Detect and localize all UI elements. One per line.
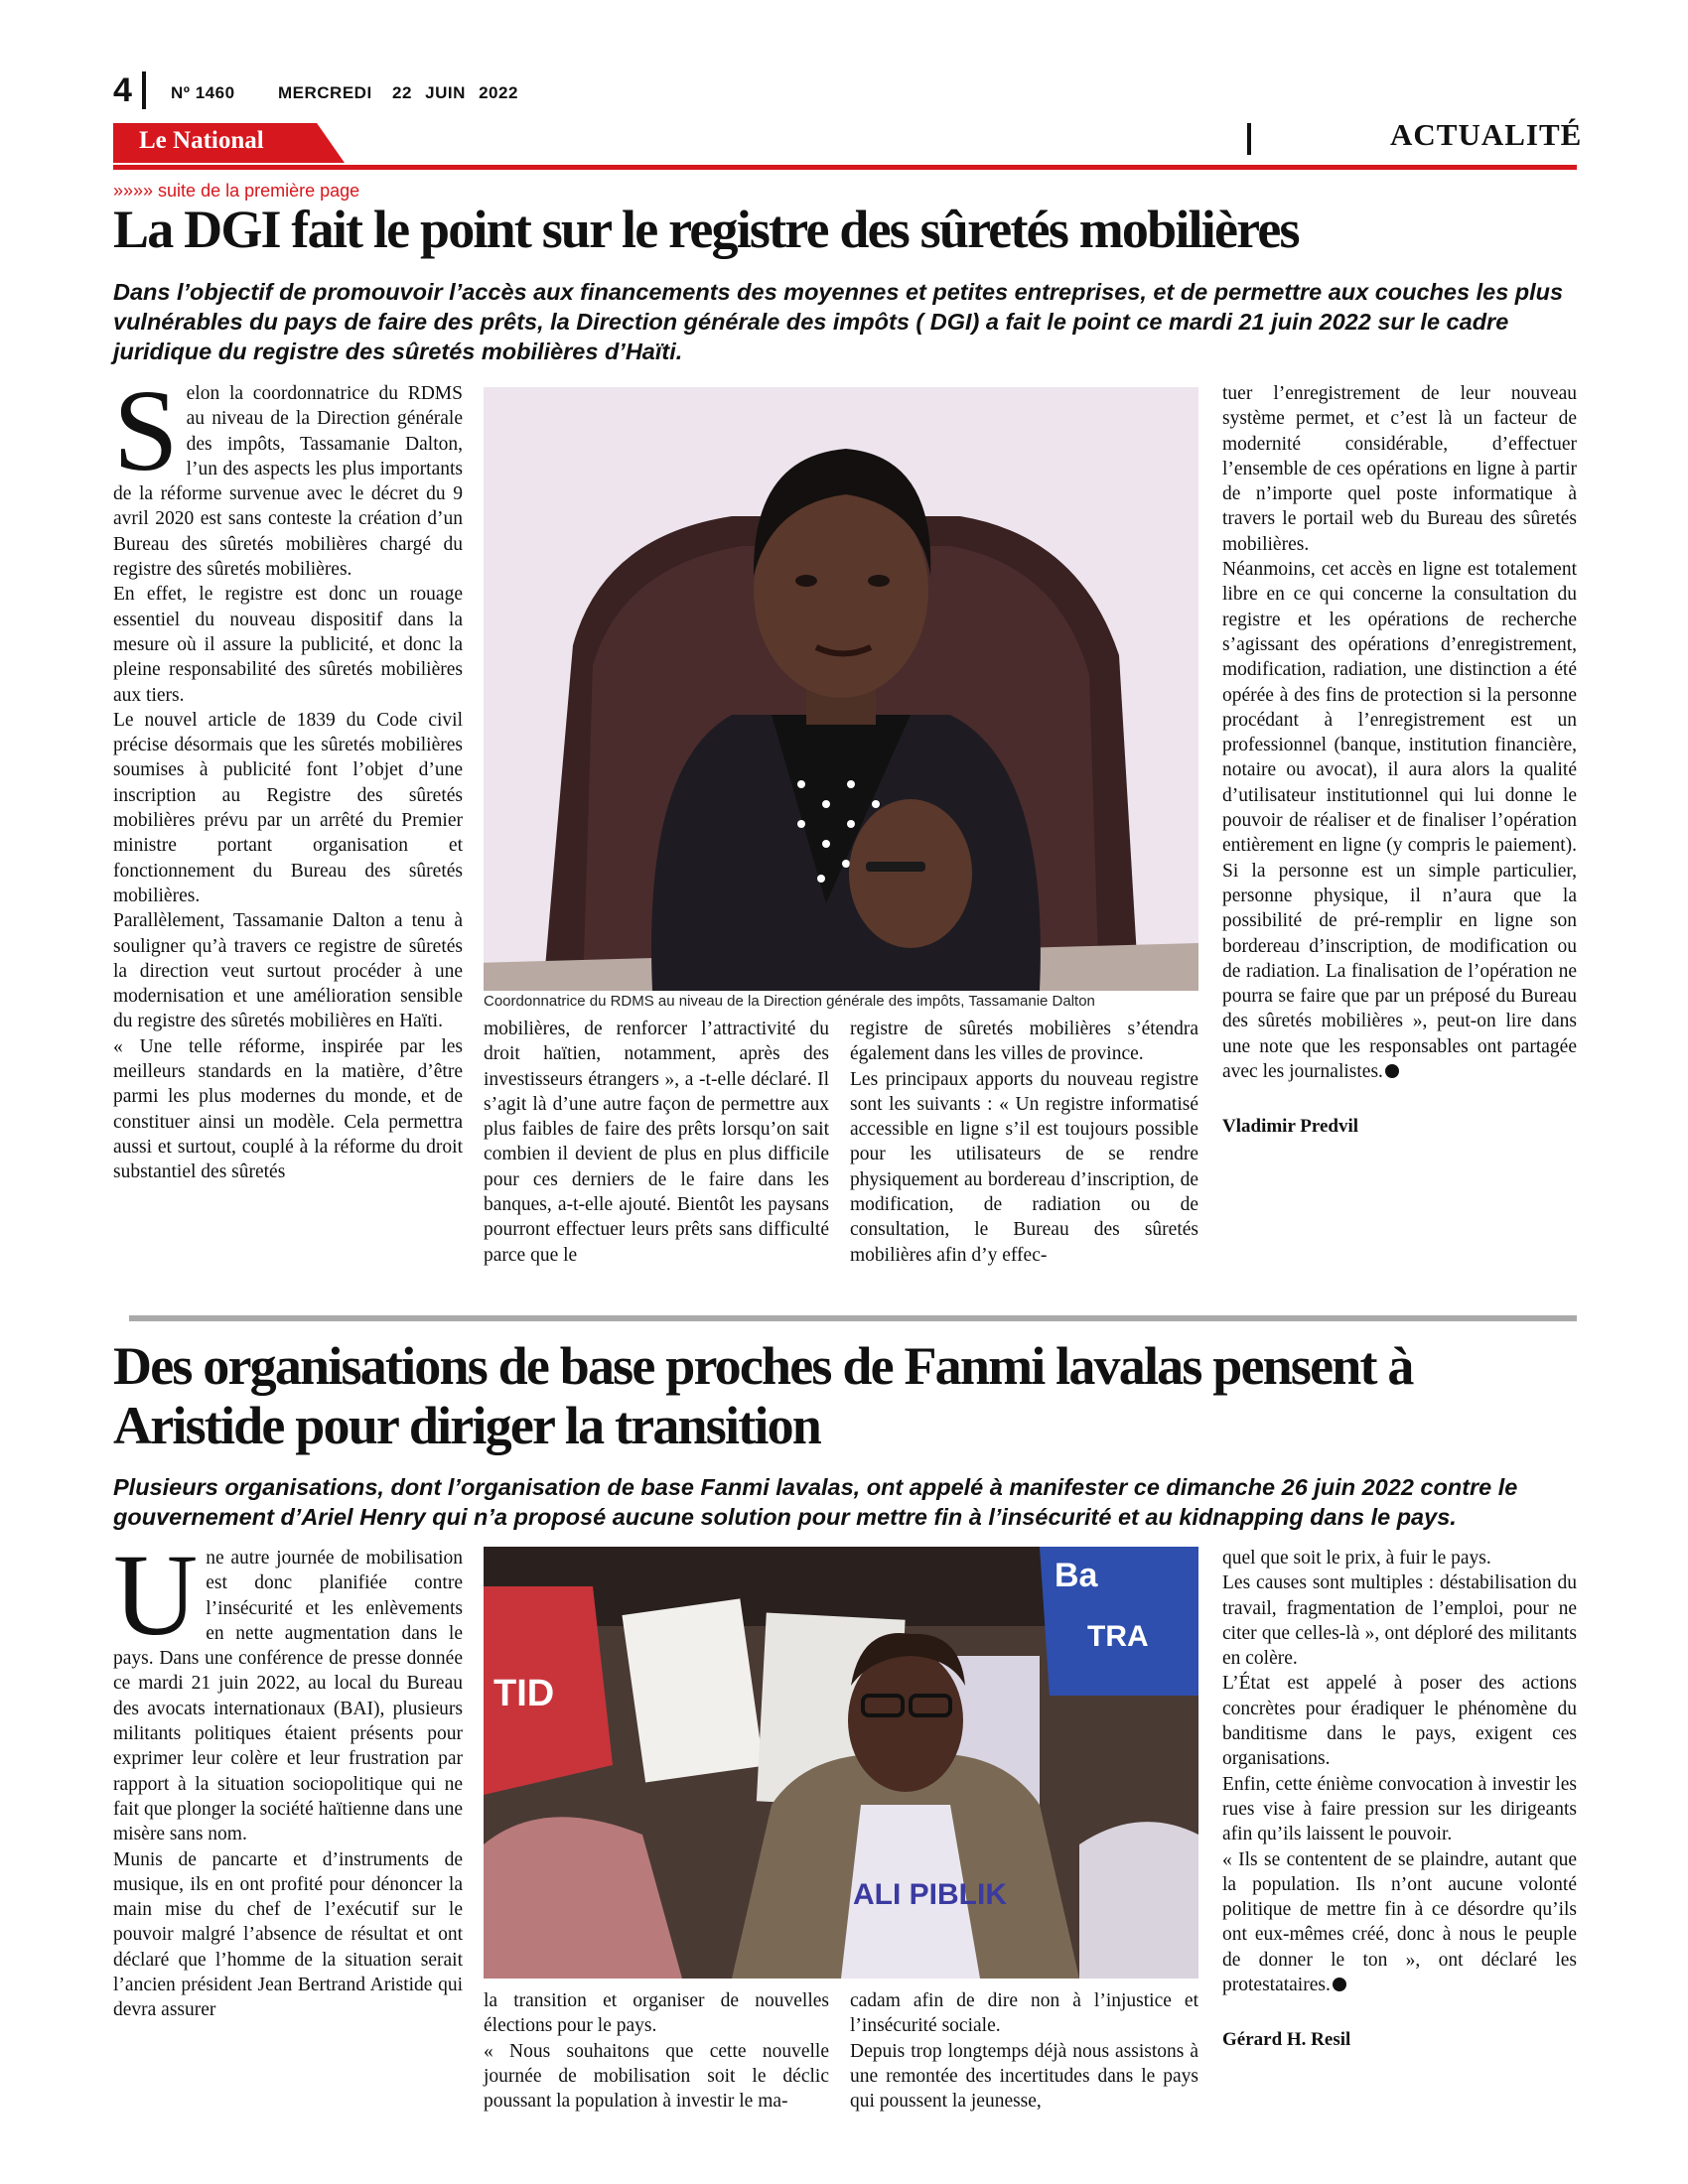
article1-headline: La DGI fait le point sur le registre des sûretés mobilières — [113, 200, 1299, 259]
person-right — [1079, 1822, 1198, 1979]
dropcap: S — [113, 365, 179, 495]
article1-column-2 — [484, 1017, 829, 1268]
article1-column-3 — [850, 1017, 1198, 1268]
article2-headline: Des organisations de base proches de Fanmi lavalas pensent à Aristide pour diriger la transition — [113, 1336, 1413, 1455]
article2-column-2 — [484, 1988, 829, 2114]
end-mark-icon — [1385, 1064, 1399, 1078]
photo-tassamanie-dalton — [484, 387, 1198, 991]
page-number: 4 — [113, 71, 132, 109]
banner-text: Ba — [1055, 1557, 1098, 1594]
paragraph: Néanmoins, cet accès en ligne est totalement libre en ce qui concerne la consultation du registre et les opérations de recherche s’agissant des opérations d’enregistrement, modification, radiation, une distinction a été opérée à des fins de protection si la personne procédant à l’enregistrement est un professionnel (banque, institution financière, notaire ou avocat), il aura alors la qualité d’utilisateur institutionnel qui lui donne le pouvoir de réaliser et de finaliser l’opération entièrement en ligne (y compris le paiement). Si la personne est un simple particulier, personne physique, il n’aura que la possibilité de pré-remplir en ligne son bordereau d’inscription, de modification ou de radiation. La finalisation de l’opération ne pourra se faire que par un préposé du Bureau des sûretés mobilières », peut-on lire dans une note que les responsables ont partagée avec les journalistes. — [1222, 559, 1577, 1083]
paragraph: tuer l’enregistrement de leur nouveau système permet, et c’est là un facteur de modernité considérable, d’effectuer l’ensemble de ces opérations en ligne à partir de n’importe quel poste informatique à travers le portail web du Bureau des sûretés mobilières. — [1222, 383, 1577, 555]
end-mark-icon — [1333, 1978, 1346, 1991]
paragraph: Les causes sont multiples : déstabilisation du travail, fragmentation de l’emploi, pour ne citer que celles-là », ont déploré des militants en colère. — [1222, 1572, 1577, 1670]
header-rule — [113, 165, 1577, 170]
author-byline: Vladimir Predvil — [1222, 1116, 1359, 1138]
section-title: ACTUALITÉ — [1390, 117, 1583, 152]
paragraph: Parallèlement, Tassamanie Dalton a tenu à souligner qu’à travers ce registre de sûretés la direction veut surtout procéder à une modernisation et une amélioration sensible du registre des sûretés mobilières en Haïti. — [113, 910, 463, 1032]
issue-date: 22 JUIN 2022 — [392, 83, 518, 102]
paragraph: Depuis trop longtemps déjà nous assistons à une remontée des incertitudes dans le pays qui poussent la jeunesse, — [850, 2040, 1198, 2113]
photo-press-conference — [484, 1547, 1198, 1979]
article2-column-1 — [113, 1530, 463, 2023]
paragraph: Enfin, cette énième convocation à investir les rues vise à faire pression sur les dirigeants afin qu’ils laissent le pouvoir. — [1222, 1773, 1577, 1845]
article-separator — [129, 1315, 1577, 1321]
paragraph: « Ils se contentent de se plaindre, autant que la population. Ils n’ont aucune volonté politique de mettre fin à ce désordre qu’ils ont eux-mêmes créé, donc à nous le peuple de donner le ton », ont déclaré les protestataires. — [1222, 1848, 1577, 1996]
paragraph: registre de sûretés mobilières s’étendra également dans les villes de province. — [850, 1019, 1198, 1065]
banner-text-2: TRA — [1087, 1620, 1149, 1653]
paragraph: Le nouvel article de 1839 du Code civil précise désormais que les sûretés mobilières soumises à publicité font l’objet d’une inscription au Registre des sûretés mobilières prévu par un arrêté du Premier ministre portant organisation et fonctionnement du Bureau des sûretés mobilières. — [113, 709, 463, 906]
paragraph: elon la coordonnatrice du RDMS au niveau de la Direction générale des impôts, Tassamanie Dalton, l’un des aspects les plus importants de la réforme survenue avec le décret du 9 avril 2020 est sans conteste la création d’un Bureau des sûretés mobilières chargé du registre des sûretés mobilières. — [113, 383, 463, 581]
paragraph: cadam afin de dire non à l’injustice et l’insécurité sociale. — [850, 1990, 1198, 2037]
header-divider — [142, 71, 146, 109]
paragraph: mobilières, de renforcer l’attractivité du droit haïtien, notamment, après des investisseurs étrangers », a -t-elle déclaré. Il s’agit là d’une autre façon de permettre aux plus faibles de faire des prêts lorsqu’on sait combien il devient de plus en plus difficile pour ces derniers de le faire dans les banques, a-t-elle ajouté. Bientôt les paysans pourront effectuer leurs prêts sans difficulté parce que le — [484, 1019, 829, 1266]
article2-lede: Plusieurs organisations, dont l’organisation de base Fanmi lavalas, ont appelé à manifester ce dimanche 26 juin 2022 contre le gouvernement d’Ariel Henry qui n’a proposé aucune solution pour mettre fin à l’insécurité et au kidnapping dans le pays. — [113, 1474, 1518, 1530]
paragraph: ne autre journée de mobilisation est donc planifiée contre l’insécurité et les enlèvements en nette augmentation dans le pays. Dans une conférence de presse donnée ce mardi 21 juin 2022, au local du Bureau des avocats internationaux (BAI), plusieurs militants politiques étaient présents pour exprimer leur colère et leur frustration par rapport à la situation sociopolitique qui ne fait que plonger la société haïtienne dans une misère sans nom. — [113, 1548, 463, 1845]
article2-column-4 — [1222, 1546, 1577, 2053]
issue-day: MERCREDI — [278, 83, 372, 102]
paragraph: « Nous souhaitons que cette nouvelle journée de mobilisation soit le déclic poussant la population à investir le ma- — [484, 2040, 829, 2113]
article2-column-3 — [850, 1988, 1198, 2114]
held-document — [622, 1598, 763, 1782]
sign-text: TID — [493, 1673, 555, 1714]
article1-lede: Dans l’objectif de promouvoir l’accès aux financements des moyennes et petites entreprises, et de permettre aux couches les plus vulnérables du pays de faire des prêts, la Direction générale des impôts ( DGI) a fait le point ce mardi 21 juin 2022 sur le cadre juridique du registre des sûretés mobilières d’Haïti. — [113, 279, 1564, 364]
portrait-illustration — [484, 387, 1198, 991]
article1-column-1 — [113, 365, 463, 1185]
issue-number: Nº 1460 — [171, 83, 235, 102]
pen — [866, 862, 925, 872]
paragraph: « Une telle réforme, inspirée par les meilleurs standards en la matière, d’être parmi les plus modernes du monde, et de constituer ainsi un modèle. Cela permettra aussi et surtout, couplé à la réforme du droit substantiel des sûretés — [113, 1035, 463, 1183]
press-conference-illustration — [484, 1547, 1198, 1979]
dropcap: U — [113, 1530, 199, 1660]
paragraph: Munis de pancarte et d’instruments de musique, ils en ont profité pour dénoncer la main mise du chef de l’exécutif sur le pouvoir malgré l’absence de résultat et ont déclaré que l’homme de la situation serait l’ancien président Jean Bertrand Aristide qui devra assurer — [113, 1848, 463, 2021]
shirt-text: ALI PIBLIK — [853, 1878, 1007, 1911]
section-divider — [1247, 123, 1251, 155]
brand-name: Le National — [139, 127, 264, 154]
paragraph: Les principaux apports du nouveau registre sont les suivants : « Un registre informatisé accessible en ligne s’il est toujours possible pour les utilisateurs de se rendre physiquement au bordereau d’inscription, de modification, de radiation ou de consultation, le Bureau des sûretés mobilières afin d’y effec- — [850, 1068, 1198, 1266]
paragraph: L’État est appelé à poser des actions concrètes pour éradiquer le phénomène du banditisme dans le pays, exigent ces organisations. — [1222, 1673, 1577, 1770]
photo-caption: Coordonnatrice du RDMS au niveau de la Direction générale des impôts, Tassamanie Dalton — [484, 993, 1095, 1010]
paragraph: quel que soit le prix, à fuir le pays. — [1222, 1548, 1491, 1569]
article1-column-4 — [1222, 381, 1577, 1140]
paragraph: En effet, le registre est donc un rouage essentiel du nouveau dispositif dans la mesure où il assure la publicité, et donc la pleine responsabilité des sûretés mobilières aux tiers. — [113, 584, 463, 706]
continuation-kicker: »»»» suite de la première page — [113, 181, 360, 201]
hand — [849, 799, 972, 948]
paragraph: la transition et organiser de nouvelles élections pour le pays. — [484, 1990, 829, 2037]
author-byline: Gérard H. Resil — [1222, 2029, 1351, 2051]
